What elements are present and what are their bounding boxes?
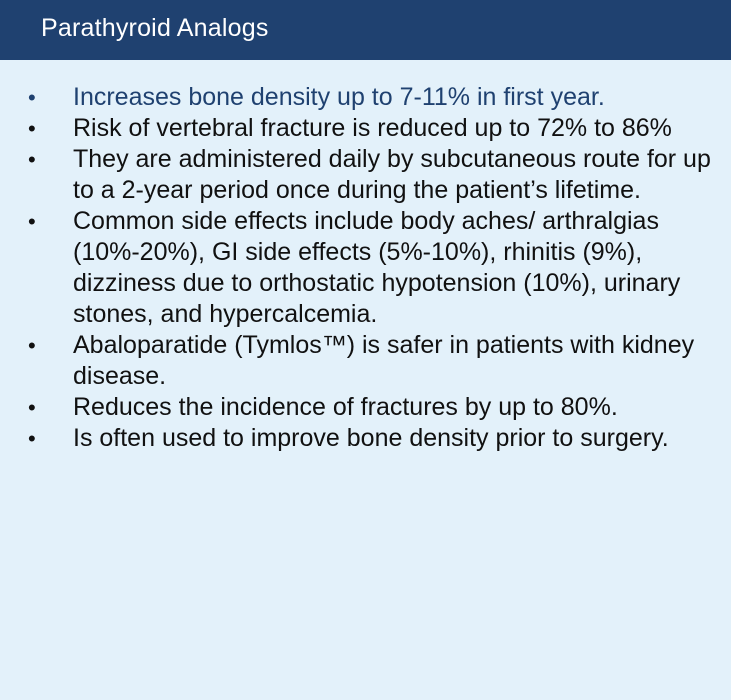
card-title: Parathyroid Analogs xyxy=(41,13,269,42)
bullet-dot-icon: • xyxy=(28,426,36,451)
bullet-list xyxy=(0,60,731,454)
bullet-dot-icon: • xyxy=(28,333,36,358)
bullet-dot-icon: • xyxy=(28,147,36,172)
bullet-item xyxy=(0,330,731,392)
bullet-item xyxy=(0,82,731,113)
bullet-text: Increases bone density up to 7-11% in first year. xyxy=(73,83,605,111)
bullet-dot-icon: • xyxy=(28,116,36,141)
bullet-item xyxy=(0,423,731,454)
bullet-item xyxy=(0,206,731,330)
bullet-text: Is often used to improve bone density prior to surgery. xyxy=(73,424,669,452)
bullet-item xyxy=(0,144,731,206)
bullet-dot-icon: • xyxy=(28,395,36,420)
bullet-dot-icon: • xyxy=(28,85,36,110)
bullet-item xyxy=(0,113,731,144)
bullet-text: Common side effects include body aches/ arthralgias (10%-20%), GI side effects (5%-10%), rhinitis (9%), dizziness due to orthostatic hypotension (10%), urinary stones, and hypercalcemia. xyxy=(73,207,681,328)
bullet-text: Abaloparatide (Tymlos™) is safer in patients with kidney disease. xyxy=(73,331,695,390)
card-header xyxy=(0,0,731,60)
bullet-item xyxy=(0,392,731,423)
bullet-text: Risk of vertebral fracture is reduced up to 72% to 86% xyxy=(73,114,672,142)
bullet-text: Reduces the incidence of fractures by up to 80%. xyxy=(73,393,618,421)
bullet-dot-icon: • xyxy=(28,209,36,234)
bullet-text: They are administered daily by subcutaneous route for up to a 2-year period once during the patient’s lifetime. xyxy=(73,145,711,204)
